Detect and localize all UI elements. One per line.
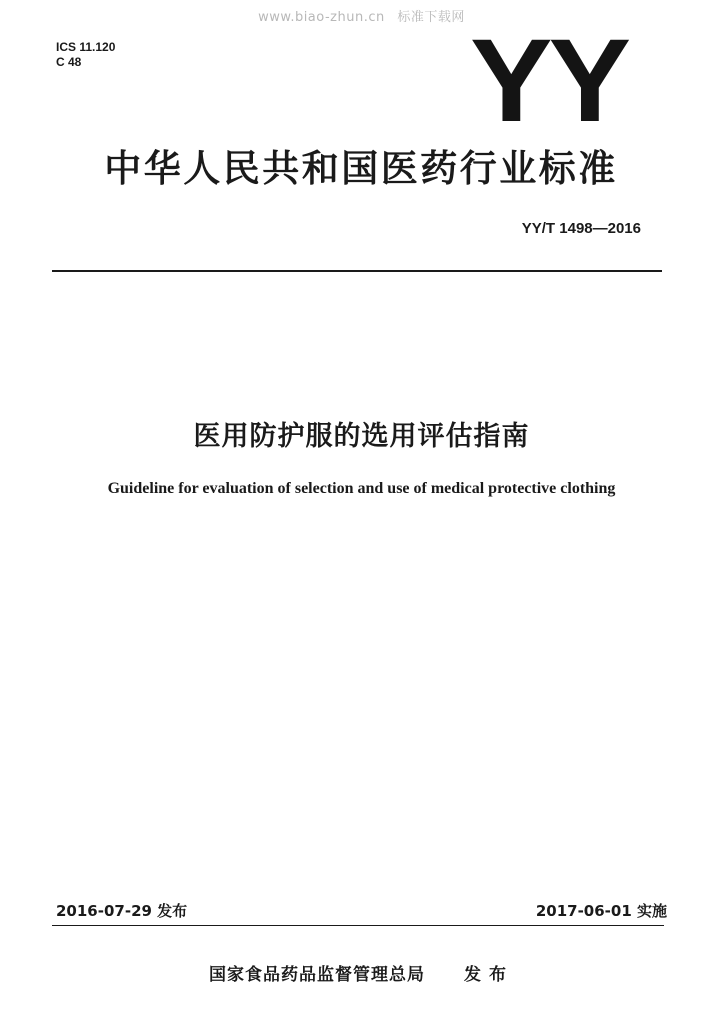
publisher-name: 国家食品药品监督管理总局 xyxy=(209,965,426,985)
watermark-label: 标准下载网 xyxy=(397,10,465,25)
publisher-action: 发布 xyxy=(463,965,514,985)
implementation-date: 2017-06-01 实施 xyxy=(535,902,667,920)
yy-logo: YY xyxy=(470,15,627,147)
document-title-chinese: 医用防护服的选用评估指南 xyxy=(193,421,530,452)
footer-divider xyxy=(52,925,664,926)
document-title-english: Guideline for evaluation of selection and use of medical protective clothing xyxy=(107,480,616,497)
ccs-code: C 48 xyxy=(56,55,82,69)
ics-code: ICS 11.120 xyxy=(56,40,116,54)
header-divider xyxy=(52,270,662,272)
watermark-site: www.biao-zhun.cn xyxy=(258,10,385,25)
publisher-line xyxy=(0,960,723,985)
classification-codes xyxy=(56,40,115,70)
issue-date: 2016-07-29 发布 xyxy=(56,902,188,920)
standard-organization: 中华人民共和国医药行业标准 xyxy=(104,147,618,190)
standard-number: YY/T 1498—2016 xyxy=(521,220,641,237)
